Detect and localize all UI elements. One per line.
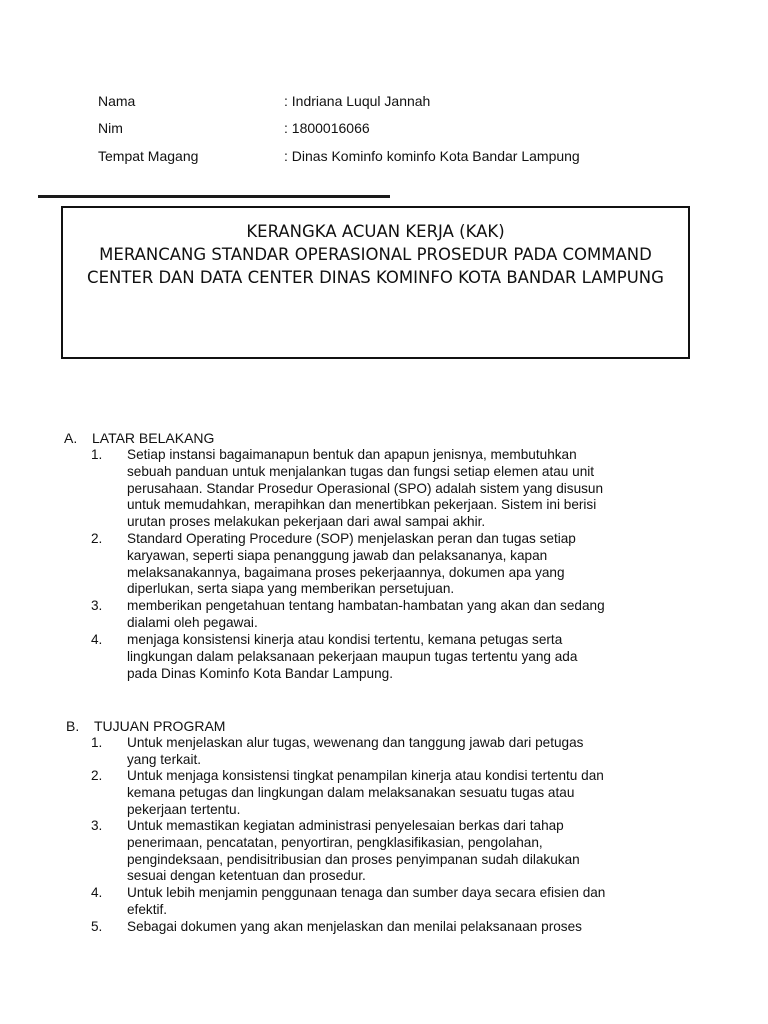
item-text-line: Standard Operating Procedure (SOP) menjelaskan peran dan tugas setiap bbox=[127, 531, 576, 546]
item-text-line: Untuk lebih menjamin penggunaan tenaga dan sumber daya secara efisien dan bbox=[127, 885, 606, 900]
item-text-line: Setiap instansi bagaimanapun bentuk dan apapun jenisnya, membutuhkan bbox=[127, 447, 577, 462]
info-value: : 1800016066 bbox=[284, 120, 370, 136]
item-number: 4. bbox=[91, 885, 103, 900]
item-text-line: urutan proses melakukan pekerjaan dari awal sampai akhir. bbox=[127, 514, 486, 530]
item-text-line: lingkungan dalam pelaksanaan pekerjaan maupun tugas tertentu yang ada bbox=[127, 648, 578, 664]
item-text-line: dialami oleh pegawai. bbox=[127, 614, 258, 630]
item-text-line: pekerjaan tertentu. bbox=[127, 801, 241, 817]
section-title: TUJUAN PROGRAM bbox=[94, 718, 226, 734]
item-text-line: Sebagai dokumen yang akan menjelaskan dan menilai pelaksanaan proses bbox=[127, 919, 582, 934]
item-number: 5. bbox=[91, 919, 103, 934]
title-box bbox=[61, 206, 690, 359]
item-text-line: sebuah panduan untuk menjalankan tugas dan fungsi setiap elemen atau unit bbox=[127, 463, 595, 479]
item-text-line: diperlukan, serta siapa yang memberikan persetujuan. bbox=[127, 581, 455, 597]
item-text-line: kemana petugas dan lingkungan dalam melaksanakan sesuatu tugas atau bbox=[127, 784, 575, 800]
item-text-line: memberikan pengetahuan tentang hambatan-hambatan yang akan dan sedang bbox=[127, 598, 605, 613]
title-line: CENTER DAN DATA CENTER DINAS KOMINFO KOTA BANDAR LAMPUNG bbox=[87, 268, 664, 287]
item-number: 2. bbox=[91, 531, 103, 546]
info-label: Nim bbox=[98, 120, 123, 136]
item-text-line: untuk memudahkan, merapihkan dan menertibkan pekerjaan. Sistem ini berisi bbox=[127, 497, 597, 513]
info-value: : Indriana Luqul Jannah bbox=[284, 93, 431, 109]
item-text-line: Untuk menjelaskan alur tugas, wewenang dan tanggung jawab dari petugas bbox=[127, 735, 584, 750]
item-text-line: perusahaan. Standar Prosedur Operasional (SPO) adalah sistem yang disusun bbox=[127, 480, 604, 496]
item-text-line: karyawan, seperti siapa penanggung jawab dan pelaksananya, kapan bbox=[127, 547, 548, 563]
item-text-line: yang terkait. bbox=[127, 751, 202, 767]
item-text-line: menjaga konsistensi kinerja atau kondisi tertentu, kemana petugas serta bbox=[127, 632, 563, 647]
header-divider bbox=[38, 195, 390, 198]
item-text-line: melaksanakannya, bagaimana proses pekerjaannya, dokumen apa yang bbox=[127, 564, 565, 580]
item-number: 1. bbox=[91, 735, 103, 750]
section-title: LATAR BELAKANG bbox=[92, 430, 215, 446]
item-number: 1. bbox=[91, 447, 103, 462]
item-text-line: penerimaan, pencatatan, penyortiran, pengklasifikasian, pengolahan, bbox=[127, 834, 543, 850]
item-number: 3. bbox=[91, 598, 103, 613]
info-value: : Dinas Kominfo kominfo Kota Bandar Lampung bbox=[284, 148, 580, 164]
item-text-line: pada Dinas Kominfo Kota Bandar Lampung. bbox=[127, 665, 394, 681]
item-text-line: sesuai dengan ketentuan dan prosedur. bbox=[127, 868, 366, 884]
title-line: MERANCANG STANDAR OPERASIONAL PROSEDUR PADA COMMAND bbox=[99, 245, 652, 264]
item-text-line: efektif. bbox=[127, 901, 168, 917]
item-text-line: pengindeksaan, pendisitribusian dan proses penyimpanan sudah dilakukan bbox=[127, 851, 580, 867]
item-number: 2. bbox=[91, 768, 103, 783]
info-label: Tempat Magang bbox=[98, 148, 199, 164]
item-text-line: Untuk menjaga konsistensi tingkat penampilan kinerja atau kondisi tertentu dan bbox=[127, 768, 604, 783]
info-label: Nama bbox=[98, 93, 136, 109]
item-text-line: Untuk memastikan kegiatan administrasi penyelesaian berkas dari tahap bbox=[127, 818, 564, 833]
title-line: KERANGKA ACUAN KERJA (KAK) bbox=[246, 222, 505, 241]
item-number: 3. bbox=[91, 818, 103, 833]
section-letter: B. bbox=[66, 718, 80, 734]
item-number: 4. bbox=[91, 632, 103, 647]
section-letter: A. bbox=[64, 430, 78, 446]
